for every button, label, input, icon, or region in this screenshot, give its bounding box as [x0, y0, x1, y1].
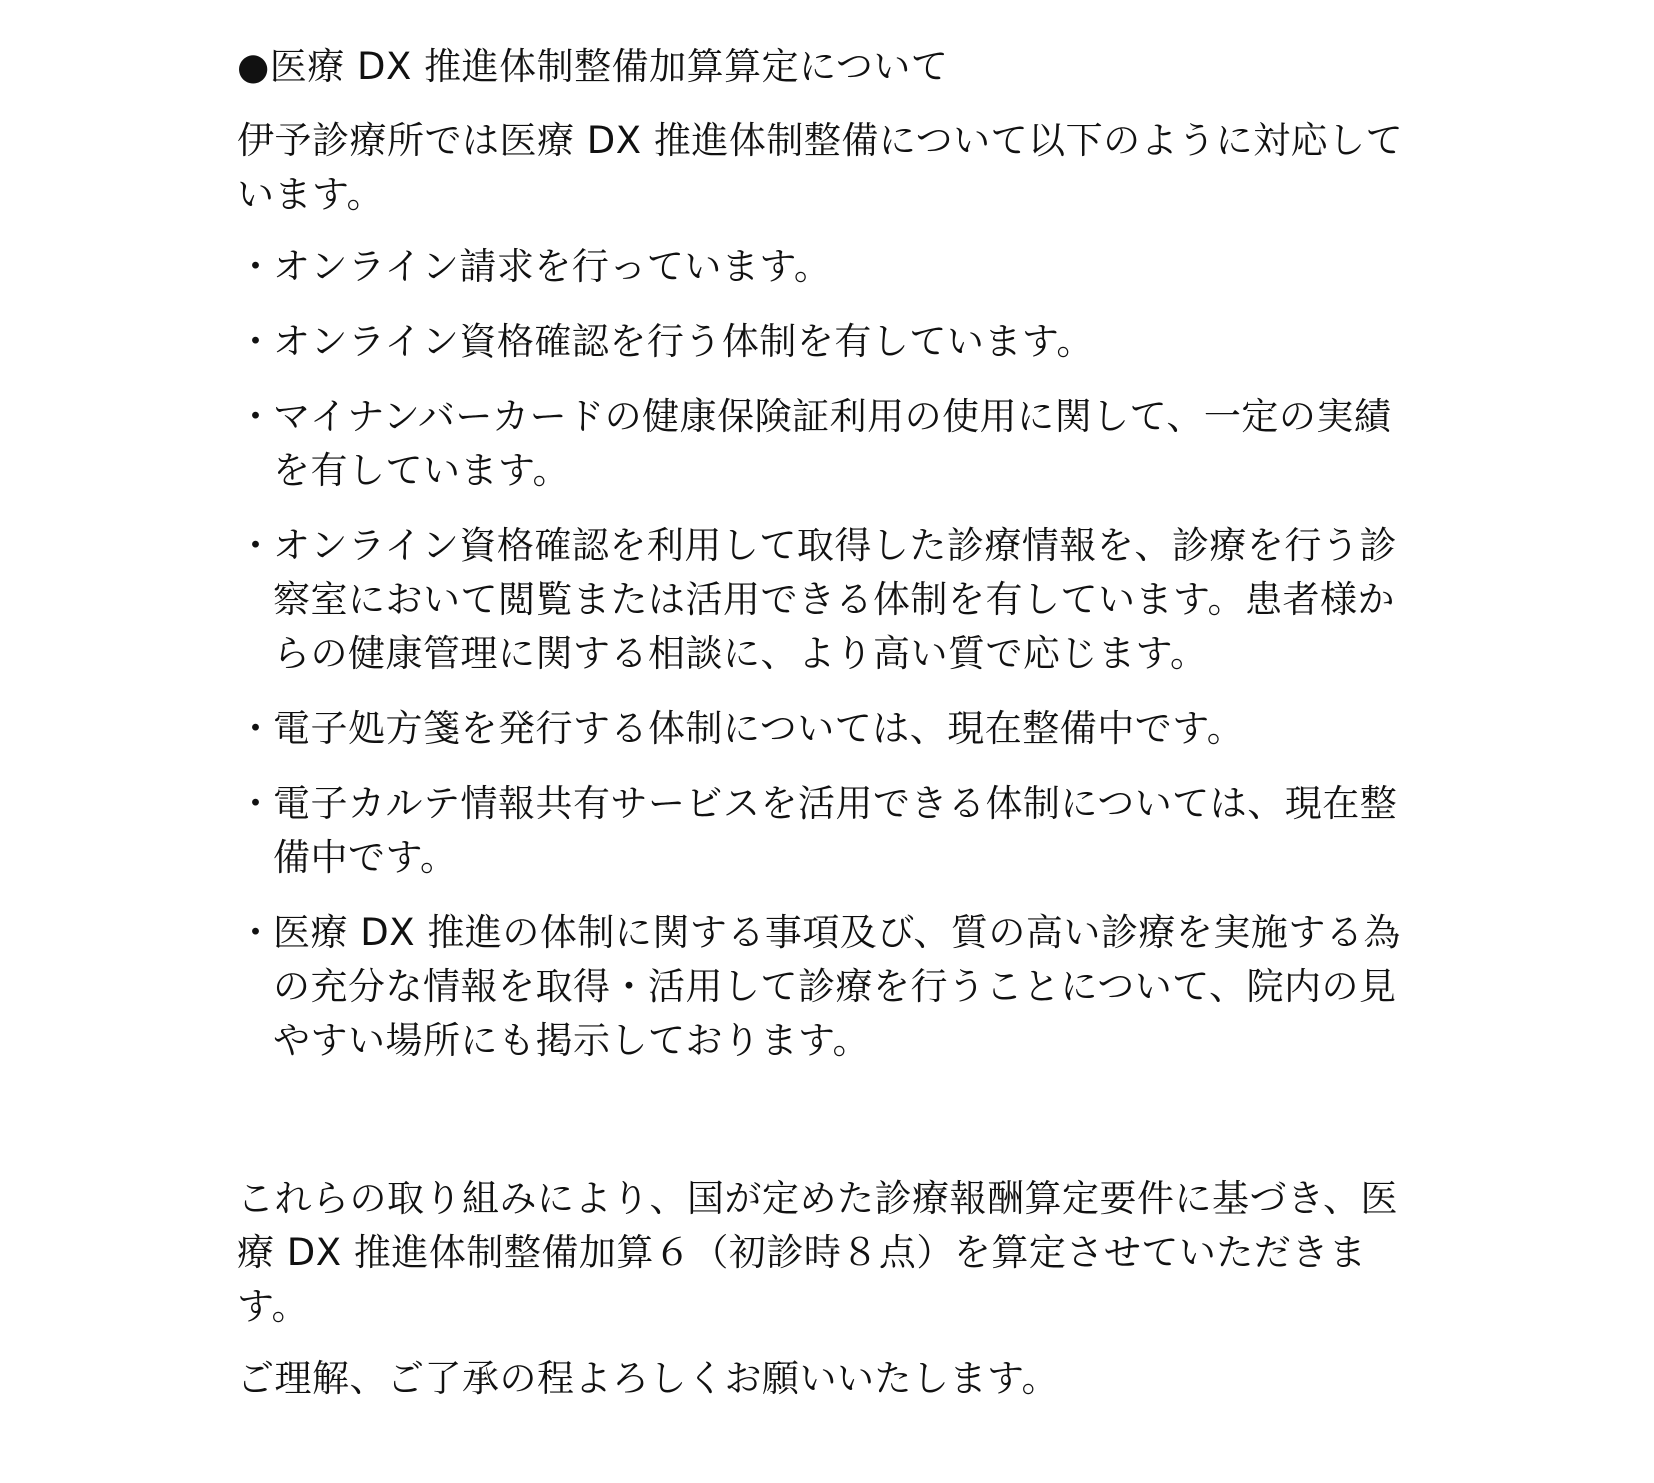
intro-paragraph: 伊予診療所では医療 DX 推進体制整備について以下のように対応しています。: [237, 119, 1404, 216]
list-item: [237, 315, 1407, 369]
list-item: [237, 777, 1407, 885]
list-item: [237, 519, 1407, 681]
bullet-mark: ・: [237, 395, 275, 438]
list-item-text: オンライン資格確認を行う体制を有しています。: [273, 320, 1094, 363]
list-item-text: 電子処方箋を発行する体制については、現在整備中です。: [273, 707, 1245, 750]
thanks-paragraph: ご理解、ご了承の程よろしくお願いいたします。: [237, 1357, 1060, 1400]
list-item-text: 医療 DX 推進の体制に関する事項及び、質の高い診療を実施する為の充分な情報を取得・活用して診療を行うことについて、院内の見やすい場所にも掲示しております。: [273, 911, 1401, 1062]
list-item-text: マイナンバーカードの健康保険証利用の使用に関して、一定の実績を有しています。: [273, 395, 1392, 492]
bullet-mark: ・: [237, 782, 275, 825]
bullet-mark: ・: [237, 245, 275, 288]
list-item: [237, 906, 1407, 1068]
notice-document: [237, 40, 1407, 1406]
bullet-mark: ・: [237, 911, 275, 954]
bullet-mark: ・: [237, 320, 275, 363]
list-item: [237, 240, 1407, 294]
notice-heading: ●医療 DX 推進体制整備加算算定について: [237, 45, 949, 88]
closing-paragraph: これらの取り組みにより、国が定めた診療報酬算定要件に基づき、医療 DX 推進体制整備加算６（初診時８点）を算定させていただきます。: [237, 1177, 1399, 1328]
bullet-mark: ・: [237, 707, 275, 750]
bullet-mark: ・: [237, 524, 275, 567]
measures-list: [237, 240, 1407, 1068]
list-item-text: 電子カルテ情報共有サービスを活用できる体制については、現在整備中です。: [273, 782, 1398, 879]
list-item-text: オンライン資格確認を利用して取得した診療情報を、診療を行う診察室において閲覧または活用できる体制を有しています。患者様からの健康管理に関する相談に、より高い質で応じます。: [273, 524, 1397, 675]
list-item-text: オンライン請求を行っています。: [273, 245, 832, 288]
list-item: [237, 390, 1407, 498]
list-item: [237, 702, 1407, 756]
